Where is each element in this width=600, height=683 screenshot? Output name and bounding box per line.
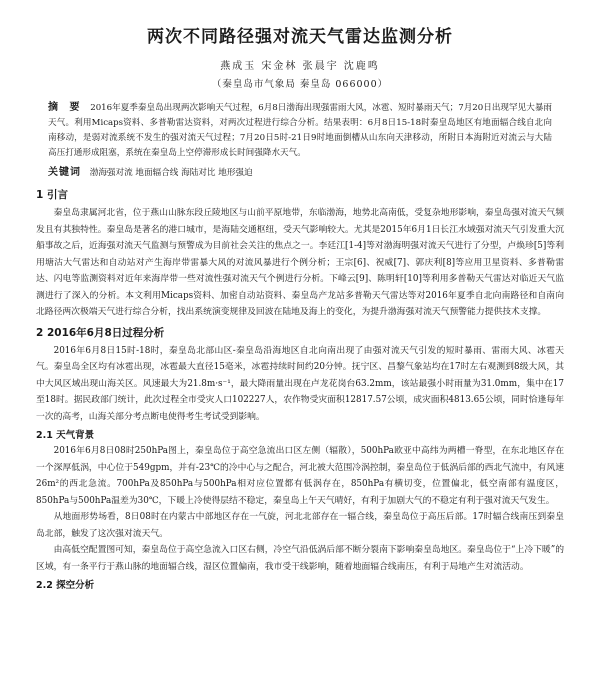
keywords-label: 关键词 <box>48 167 81 178</box>
section-heading-intro: 1 引言 <box>36 189 68 201</box>
paper-title: 两次不同路径强对流天气雷达监测分析 <box>147 27 453 47</box>
keywords <box>48 165 552 181</box>
weather-paragraph-3: 由高低空配置图可知，秦皇岛位于高空急流入口区右侧，冷空气沿低涡后部不断分裂南下影响秦皇岛地区。秦皇岛位于“上冷下暖”的区域，有一条平行于燕山脉的地面辐合线，湿区位置偏南，我市受干线影响，随着地面辐合线南压，有利于局地产生对流活动。 <box>36 545 565 572</box>
weather-paragraph-1: 2016年6月8日08时250hPa图上，秦皇岛位于高空急流出口区左侧（辐散），500hPa欧亚中高纬为两槽一脊型，在东北地区存在一个深厚低涡，中心位于549gpm，并有-23℃的冷中心与之配合，河北被大范围冷涡控制，秦皇岛位于低涡后部的西北气流中，有风速26m²的西北急流。700hPa及850hPa与500hPa相对应位置都有低涡存在，850hPa有横切变，位置偏北，低空南部有温度区，850hPa与500hPa温差为30℃，下暖上冷使得层结不稳定，秦皇岛上午天气晴好，有利于加剧大气的不稳定有利于强对流天气发生。 <box>36 446 564 506</box>
abstract-label: 摘 要 <box>48 102 84 113</box>
keywords-text: 渤海强对流 地面辐合线 海陆对比 地形强迫 <box>89 168 253 178</box>
section-heading-process: 2 2016年6月8日过程分析 <box>36 326 165 339</box>
process-paragraph: 2016年6月8日15时-18时，秦皇岛北部山区-秦皇岛沿海地区自北向南出现了由强对流天气引发的短时暴雨、雷雨大风、冰雹天气。秦皇岛全区均有冰雹出现，冰雹最大直径15毫米，冰雹持续时间约20分钟。抚宁区、昌黎气象站均在17时左右观测到8级大风，其中大风区域出现山海关区。风速最大为21.8m·s⁻¹，最大降雨量出现在卢龙花岗台63.2mm，该站最强小时雨量为31.0mm，集中在17至18时。据民政部门统计，此次过程全市受灾人口102227人，农作物受灾面积12817.57公顷，成灾面积4813.65公顷，同时恰逢每年一次的高考，山海关部分考点断电使得考生考试受到影响。 <box>36 345 564 422</box>
weather-paragraph-2: 从地面形势场看，8日08时在内蒙古中部地区存在一气旋，河北北部存在一辐合线，秦皇岛位于高压后部。17时辐合线南压到秦皇岛北部，触发了这次强对流天气。 <box>36 512 564 539</box>
subsection-heading-sounding: 2.2 探空分析 <box>36 580 95 591</box>
abstract <box>48 100 552 161</box>
authors: 燕成玉 宋金林 张晨宇 沈鹿鸣 <box>220 61 380 72</box>
abstract-text: 2016年夏季秦皇岛出现两次影响天气过程，6月8日渤海出现强雷雨大风，冰雹、短时暴雨天气；7月20日出现罕见大暴雨天气。利用Micaps资料、多普勒雷达资料，对两次过程进行综合分析。结果表明：6月8日15-18时秦皇岛地区有地面辐合线自北向南移动，是弱对流系统不发生的强对流天气过程；7月20日5时-21日9时地面倒槽从山东向天津移动，所附日本海附近对流云与大陆高压打通形成阻塞，系统在秦皇岛上空停滞形成长时间强降水天气。 <box>48 103 553 158</box>
affiliation: （秦皇岛市气象局 秦皇岛 066000） <box>211 79 389 90</box>
subsection-heading-weather: 2.1 天气背景 <box>36 430 95 441</box>
intro-paragraph: 秦皇岛隶属河北省，位于燕山山脉东段丘陵地区与山前平原地带，东临渤海，地势北高南低，受复杂地形影响，秦皇岛强对流天气频发且有其独特性。秦皇岛是著名的港口城市，是海陆交通枢纽，受天气影响较大。尤其是2015年6月1日长江水域强对流天气引发重大沉船事故之后，近海强对流天气监测与预警成为目前社会关注的焦点之一。李廷江[1-4]等对渤海明强对流天气进行了分型，卢焕珍[5]等利用塘沽大气雷达和自动站对产生海岸带雷暴大风的对流风暴进行个例分析；王宗[6]、祝威[7]、郭庆利[8]等应用卫星资料、多普勒雷达、闪电等监测资料对近年来海岸带一些对流性强对流天气个例进行分析。下峰云[9]、陈明轩[10]等利用多普勒天气雷达对临近天气监测进行了深入的分析。本文利用Micaps资料、加密自动站资料、秦皇岛产龙站多普勒天气雷达等对2016年夏季自北向南路径和自南向北路径两次极端天气进行综合分析，找出系统演变规律及回波在陆地及海上的变化，为提升渤海强对流天气预警能力提供技术支撑。 <box>36 208 564 317</box>
